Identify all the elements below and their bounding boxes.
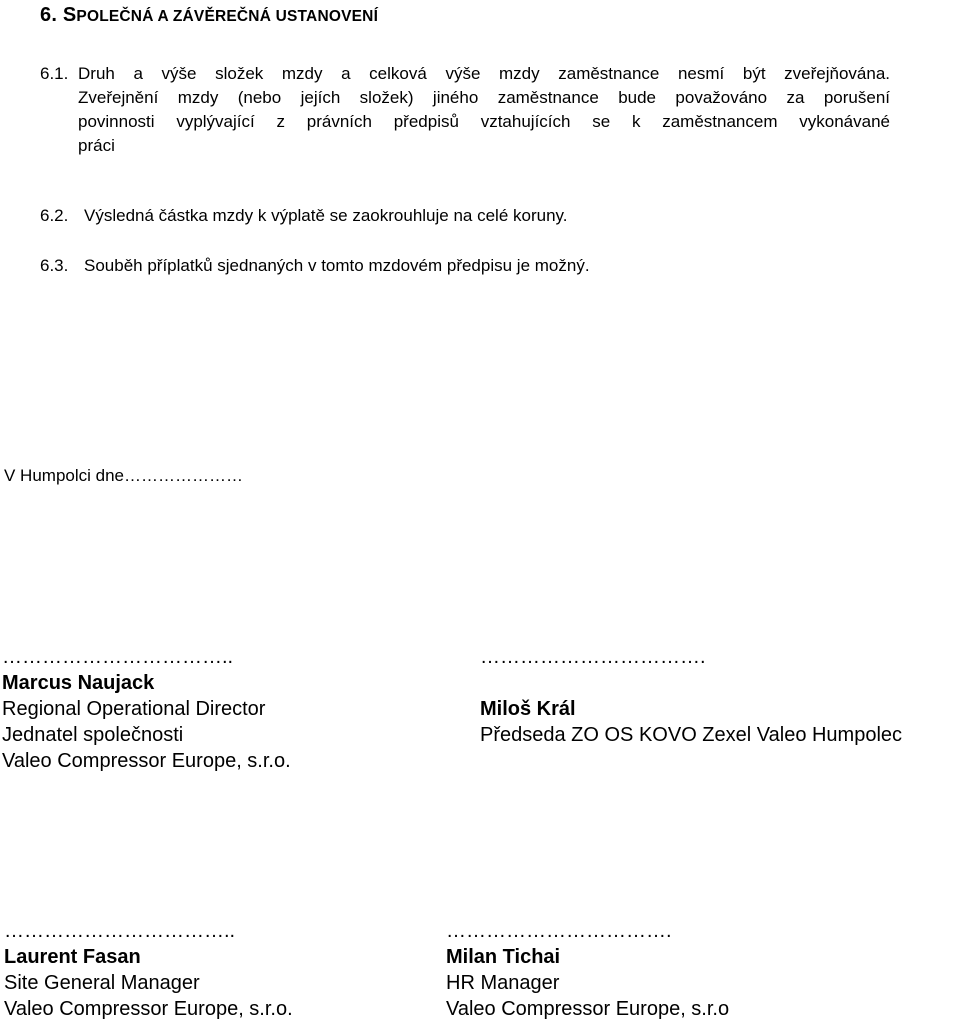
- signatory-title: Předseda ZO OS KOVO Zexel Valeo Humpolec: [480, 724, 903, 746]
- signatory-name: Laurent Fasan: [4, 946, 141, 968]
- item-6-3-text: Souběh příplatků sjednaných v tomto mzdovém předpisu je možný.: [84, 256, 590, 275]
- item-number-6-2: 6.2.: [40, 206, 69, 225]
- section-title-rest: POLEČNÁ A ZÁVĚREČNÁ USTANOVENÍ: [76, 8, 379, 25]
- signatory-name: Milan Tichai: [446, 946, 561, 968]
- signature-block-naujack: [2, 644, 291, 774]
- spacer: [480, 670, 902, 696]
- signatory-title: Regional Operational Director: [2, 698, 266, 720]
- signatory-company: Valeo Compressor Europe, s.r.o.: [2, 750, 291, 772]
- item-6-1-line-2: Zveřejnění mzdy (nebo jejích složek) jiného zaměstnance bude považováno za porušení: [78, 88, 890, 107]
- item-number-6-3: 6.3.: [40, 256, 69, 275]
- item-6-1-line-3: povinnosti vyplývající z právních předpisů vztahujících se k zaměstnancem vykonávané: [78, 112, 890, 131]
- signature-line: ……………………………..: [2, 646, 234, 668]
- item-number-6-1: 6.1.: [40, 64, 69, 83]
- signatory-title: Site General Manager: [4, 972, 200, 994]
- signature-line: ……………………………..: [4, 920, 236, 942]
- place-date-line: V Humpolci dne…………………: [4, 466, 244, 485]
- section-number: 6.: [40, 4, 58, 26]
- signature-block-kral: [480, 644, 902, 748]
- signatory-role: Jednatel společnosti: [2, 724, 184, 746]
- signatory-name: Marcus Naujack: [2, 672, 155, 694]
- item-6-2: [40, 204, 568, 228]
- signature-line: …………………………….: [446, 920, 672, 942]
- signatory-company: Valeo Compressor Europe, s.r.o.: [4, 998, 293, 1020]
- section-title-initial: S: [62, 4, 77, 26]
- signatory-title: HR Manager: [446, 972, 560, 994]
- signature-block-fasan: [4, 918, 293, 1022]
- section-heading: [40, 4, 378, 27]
- item-6-3: [40, 254, 590, 278]
- signature-line: …………………………….: [480, 646, 706, 668]
- signature-block-tichai: [446, 918, 729, 1022]
- item-6-1-line-4: práci: [78, 136, 115, 155]
- signatory-company: Valeo Compressor Europe, s.r.o: [446, 998, 730, 1020]
- item-6-1-line-1: Druh a výše složek mzdy a celková výše mzdy zaměstnance nesmí být zveřejňována.: [78, 64, 890, 83]
- item-6-2-text: Výsledná částka mzdy k výplatě se zaokrouhluje na celé koruny.: [84, 206, 568, 225]
- signatory-name: Miloš Král: [480, 698, 576, 720]
